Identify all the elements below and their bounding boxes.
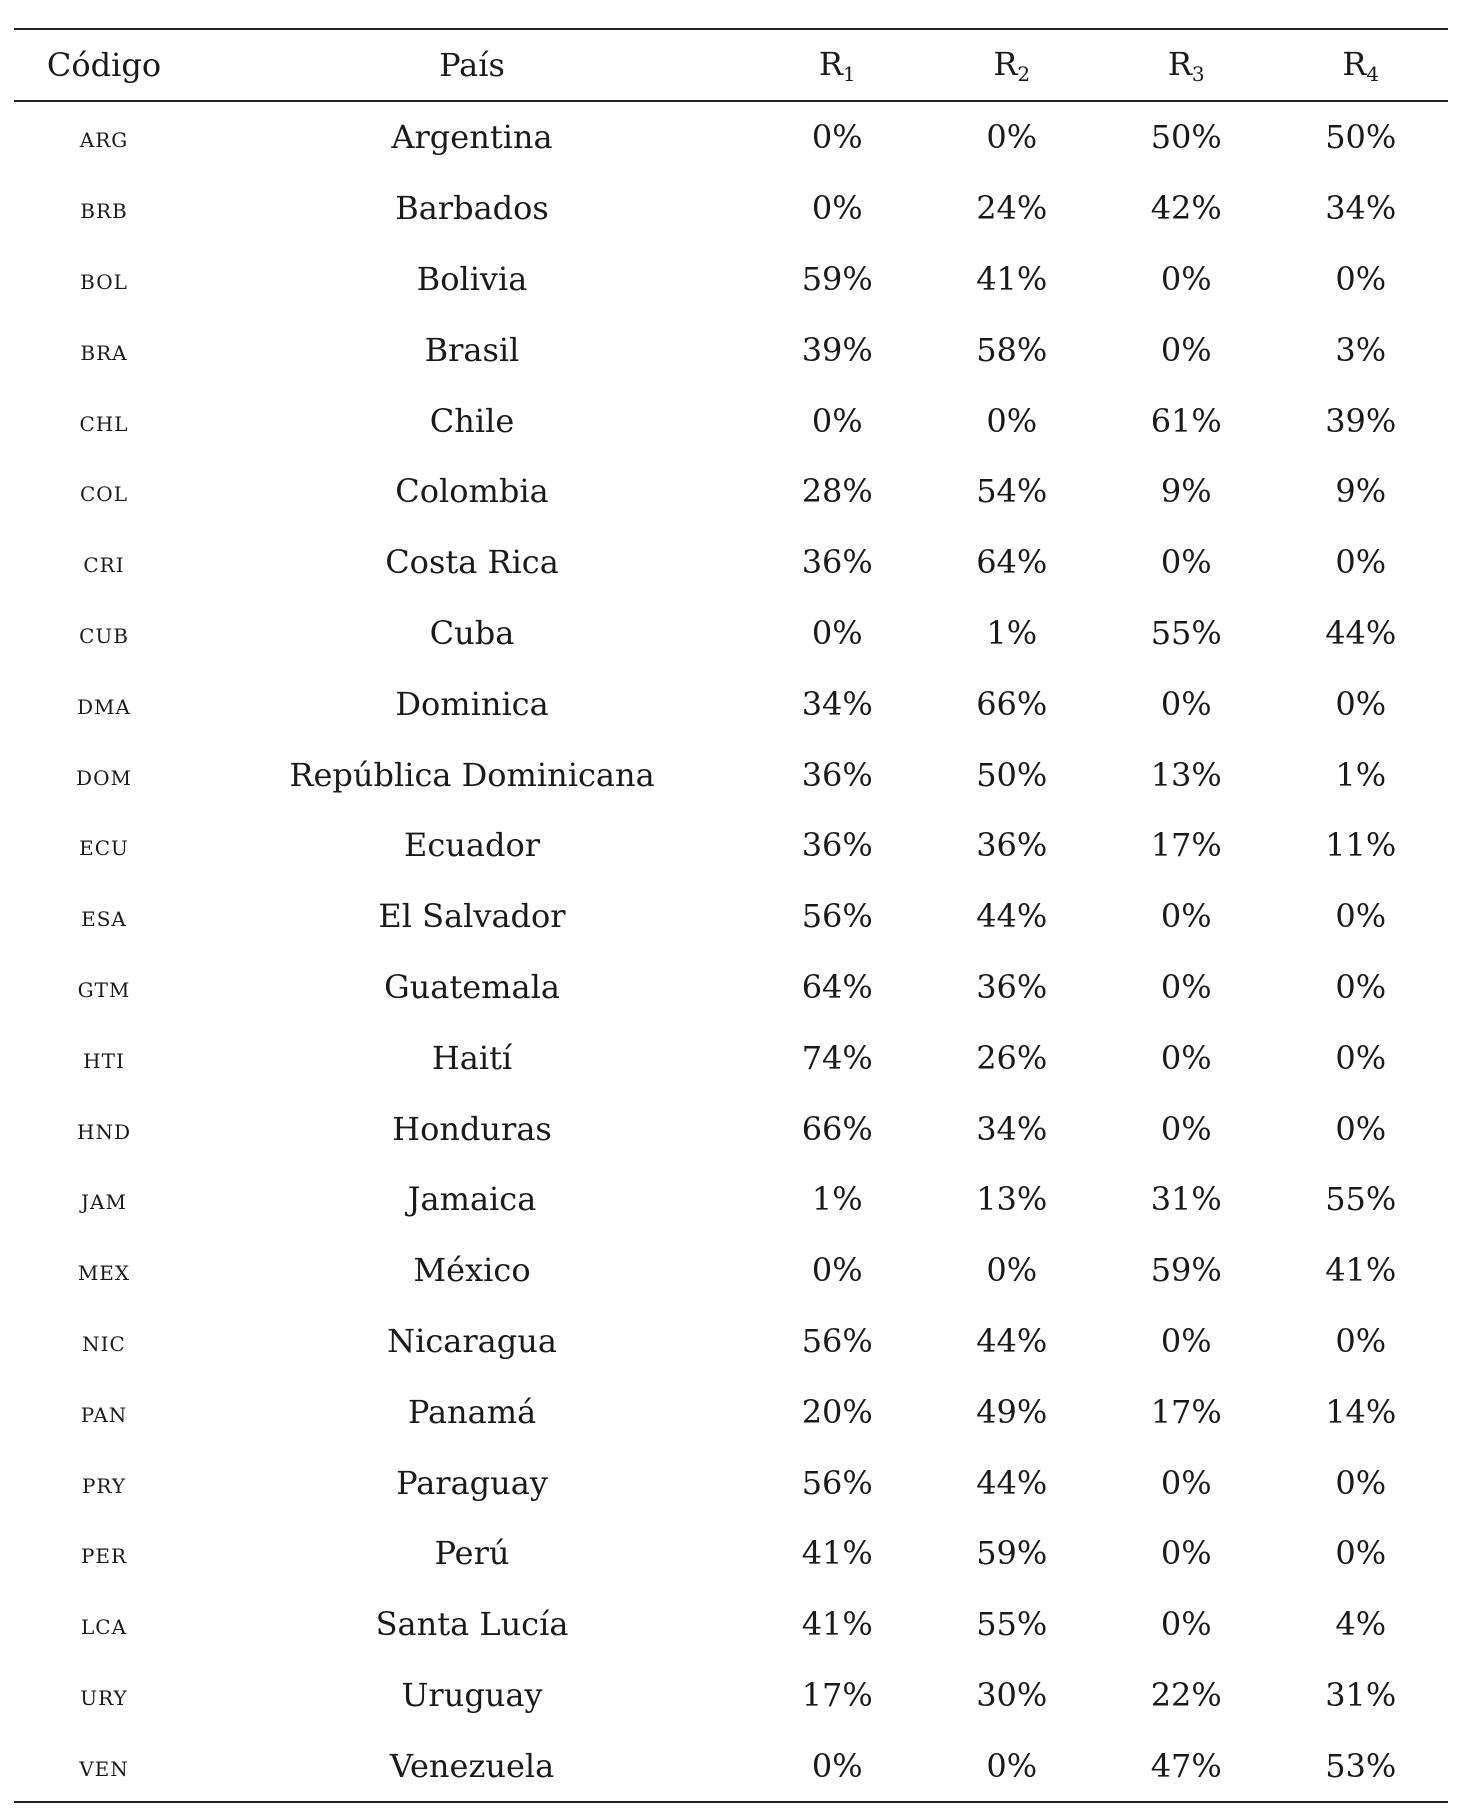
country-code-cell: hti xyxy=(83,1040,125,1075)
r4-cell: 44% xyxy=(1325,613,1397,652)
r4-cell: 3% xyxy=(1335,330,1387,369)
r1-cell: 34% xyxy=(801,684,873,723)
r1-cell: 59% xyxy=(801,259,873,298)
table-row xyxy=(14,456,1448,527)
country-name-cell: Panamá xyxy=(407,1392,537,1431)
table-row xyxy=(14,1730,1448,1802)
country-code-cell: pan xyxy=(80,1394,128,1429)
r2-cell: 34% xyxy=(976,1109,1048,1148)
r1-cell: 56% xyxy=(801,897,873,936)
table-row xyxy=(14,1447,1448,1518)
r3-cell: 0% xyxy=(1160,259,1212,298)
r2-cell: 64% xyxy=(976,543,1048,582)
country-name-cell: Brasil xyxy=(424,330,520,369)
r1-cell: 74% xyxy=(801,1038,873,1077)
r4-cell: 50% xyxy=(1325,118,1397,157)
country-code-cell: per xyxy=(80,1536,128,1571)
header-r4-subscript: 4 xyxy=(1366,61,1380,86)
r4-cell: 53% xyxy=(1325,1746,1397,1785)
r3-cell: 0% xyxy=(1160,1463,1212,1502)
r3-cell: 55% xyxy=(1150,613,1222,652)
header-r3 xyxy=(1099,29,1274,101)
r3-cell: 0% xyxy=(1160,684,1212,723)
table-row xyxy=(14,598,1448,669)
r2-cell: 24% xyxy=(976,189,1048,228)
header-r2 xyxy=(925,29,1100,101)
header-r4-base: R xyxy=(1342,44,1367,83)
r4-cell: 31% xyxy=(1325,1675,1397,1714)
r1-cell: 66% xyxy=(801,1109,873,1148)
r1-cell: 0% xyxy=(811,1746,863,1785)
r4-cell: 0% xyxy=(1335,684,1387,723)
table-row xyxy=(14,314,1448,385)
r1-cell: 20% xyxy=(801,1392,873,1431)
table-row xyxy=(14,244,1448,315)
country-code-cell: ury xyxy=(80,1677,128,1712)
country-name-cell: Bolivia xyxy=(416,259,528,298)
table-row xyxy=(14,1093,1448,1164)
r4-cell: 9% xyxy=(1335,472,1387,511)
r3-cell: 0% xyxy=(1160,1605,1212,1644)
country-code-cell: jam xyxy=(81,1182,127,1217)
table-header xyxy=(14,29,1448,101)
r3-cell: 17% xyxy=(1150,1392,1222,1431)
r1-cell: 36% xyxy=(801,826,873,865)
header-r1-subscript: 1 xyxy=(842,61,856,86)
r4-cell: 0% xyxy=(1335,967,1387,1006)
country-name-cell: República Dominicana xyxy=(289,755,655,794)
country-name-cell: México xyxy=(413,1251,531,1290)
country-code-cell: esa xyxy=(81,899,127,934)
r1-cell: 0% xyxy=(811,118,863,157)
r1-cell: 36% xyxy=(801,543,873,582)
r3-cell: 59% xyxy=(1150,1251,1222,1290)
country-code-cell: dma xyxy=(77,686,131,721)
table-row xyxy=(14,739,1448,810)
table-row xyxy=(14,1164,1448,1235)
header-r1 xyxy=(750,29,925,101)
r4-cell: 0% xyxy=(1335,1109,1387,1148)
header-r3-base: R xyxy=(1167,44,1192,83)
r2-cell: 36% xyxy=(976,967,1048,1006)
country-name-cell: Ecuador xyxy=(403,826,540,865)
country-code-cell: lca xyxy=(80,1607,128,1642)
r1-cell: 56% xyxy=(801,1321,873,1360)
table-row xyxy=(14,527,1448,598)
r3-cell: 13% xyxy=(1150,755,1222,794)
regime-share-table xyxy=(14,28,1448,1803)
r1-cell: 56% xyxy=(801,1463,873,1502)
r2-cell: 41% xyxy=(976,259,1048,298)
r4-cell: 11% xyxy=(1325,826,1397,865)
country-name-cell: Perú xyxy=(434,1534,510,1573)
country-name-cell: Honduras xyxy=(392,1109,552,1148)
r3-cell: 17% xyxy=(1150,826,1222,865)
r2-cell: 1% xyxy=(986,613,1038,652)
r4-cell: 0% xyxy=(1335,1038,1387,1077)
country-name-cell: Nicaragua xyxy=(387,1321,557,1360)
r4-cell: 4% xyxy=(1335,1605,1387,1644)
r3-cell: 42% xyxy=(1150,189,1222,228)
r4-cell: 0% xyxy=(1335,543,1387,582)
table-row xyxy=(14,1022,1448,1093)
country-name-cell: Argentina xyxy=(391,118,553,157)
r2-cell: 13% xyxy=(976,1180,1048,1219)
table-row xyxy=(14,1306,1448,1377)
country-code-cell: gtm xyxy=(77,969,131,1004)
r4-cell: 14% xyxy=(1325,1392,1397,1431)
r4-cell: 41% xyxy=(1325,1251,1397,1290)
country-code-cell: brb xyxy=(80,191,128,226)
table-row xyxy=(14,1660,1448,1731)
r2-cell: 49% xyxy=(976,1392,1048,1431)
country-name-cell: Chile xyxy=(429,401,515,440)
header-country: País xyxy=(439,46,505,84)
table-row xyxy=(14,1518,1448,1589)
header-code: Código xyxy=(46,46,162,84)
r2-cell: 36% xyxy=(976,826,1048,865)
country-code-cell: cub xyxy=(79,615,129,650)
country-name-cell: Venezuela xyxy=(389,1746,555,1785)
country-name-cell: Haití xyxy=(431,1038,513,1077)
country-code-cell: hnd xyxy=(77,1111,131,1146)
country-name-cell: Dominica xyxy=(395,684,549,723)
r2-cell: 44% xyxy=(976,1321,1048,1360)
table-row xyxy=(14,173,1448,244)
r2-cell: 44% xyxy=(976,897,1048,936)
country-code-cell: pry xyxy=(81,1465,127,1500)
r4-cell: 0% xyxy=(1335,1321,1387,1360)
r4-cell: 0% xyxy=(1335,897,1387,936)
country-code-cell: chl xyxy=(79,403,129,438)
table-row xyxy=(14,1376,1448,1447)
country-code-cell: mex xyxy=(77,1253,131,1288)
r1-cell: 41% xyxy=(801,1534,873,1573)
r3-cell: 47% xyxy=(1150,1746,1222,1785)
country-code-cell: arg xyxy=(79,120,129,155)
country-code-cell: cri xyxy=(83,545,125,580)
header-r2-subscript: 2 xyxy=(1017,61,1031,86)
table-row xyxy=(14,668,1448,739)
r4-cell: 1% xyxy=(1335,755,1387,794)
r3-cell: 22% xyxy=(1150,1675,1222,1714)
r3-cell: 0% xyxy=(1160,330,1212,369)
r4-cell: 0% xyxy=(1335,259,1387,298)
r1-cell: 39% xyxy=(801,330,873,369)
r2-cell: 44% xyxy=(976,1463,1048,1502)
table-row xyxy=(14,810,1448,881)
r2-cell: 50% xyxy=(976,755,1048,794)
r3-cell: 0% xyxy=(1160,1038,1212,1077)
table-row xyxy=(14,385,1448,456)
r3-cell: 61% xyxy=(1150,401,1222,440)
r4-cell: 0% xyxy=(1335,1534,1387,1573)
r3-cell: 50% xyxy=(1150,118,1222,157)
country-name-cell: Cuba xyxy=(429,613,515,652)
header-row xyxy=(14,29,1448,101)
table-row xyxy=(14,1235,1448,1306)
r2-cell: 0% xyxy=(986,118,1038,157)
country-name-cell: Guatemala xyxy=(384,967,560,1006)
r4-cell: 39% xyxy=(1325,401,1397,440)
r2-cell: 0% xyxy=(986,401,1038,440)
country-code-cell: bra xyxy=(80,332,128,367)
table-row xyxy=(14,952,1448,1023)
r2-cell: 0% xyxy=(986,1746,1038,1785)
table-row xyxy=(14,101,1448,173)
r1-cell: 0% xyxy=(811,189,863,228)
country-name-cell: Uruguay xyxy=(401,1675,543,1714)
table-row xyxy=(14,881,1448,952)
r4-cell: 34% xyxy=(1325,189,1397,228)
country-code-cell: ecu xyxy=(79,828,129,863)
country-code-cell: dom xyxy=(76,757,132,792)
r2-cell: 55% xyxy=(976,1605,1048,1644)
r2-cell: 66% xyxy=(976,684,1048,723)
r2-cell: 54% xyxy=(976,472,1048,511)
r1-cell: 36% xyxy=(801,755,873,794)
r3-cell: 0% xyxy=(1160,1321,1212,1360)
table-row xyxy=(14,1589,1448,1660)
r1-cell: 28% xyxy=(801,472,873,511)
r2-cell: 30% xyxy=(976,1675,1048,1714)
country-name-cell: Santa Lucía xyxy=(375,1605,569,1644)
r3-cell: 0% xyxy=(1160,967,1212,1006)
r3-cell: 0% xyxy=(1160,897,1212,936)
country-code-cell: nic xyxy=(82,1323,126,1358)
r1-cell: 0% xyxy=(811,401,863,440)
country-code-cell: bol xyxy=(80,261,128,296)
r2-cell: 26% xyxy=(976,1038,1048,1077)
header-r3-subscript: 3 xyxy=(1191,61,1205,86)
r1-cell: 64% xyxy=(801,967,873,1006)
header-r2-base: R xyxy=(993,44,1018,83)
r2-cell: 58% xyxy=(976,330,1048,369)
r1-cell: 0% xyxy=(811,1251,863,1290)
r1-cell: 0% xyxy=(811,613,863,652)
country-name-cell: Paraguay xyxy=(396,1463,548,1502)
r3-cell: 31% xyxy=(1150,1180,1222,1219)
r2-cell: 0% xyxy=(986,1251,1038,1290)
r4-cell: 0% xyxy=(1335,1463,1387,1502)
country-name-cell: El Salvador xyxy=(378,897,566,936)
r3-cell: 0% xyxy=(1160,1534,1212,1573)
country-code-cell: ven xyxy=(79,1748,129,1783)
header-r4 xyxy=(1274,29,1449,101)
header-r1-base: R xyxy=(818,44,843,83)
country-code-cell: col xyxy=(80,474,128,509)
country-name-cell: Costa Rica xyxy=(385,543,559,582)
r1-cell: 41% xyxy=(801,1605,873,1644)
country-name-cell: Barbados xyxy=(395,189,549,228)
r4-cell: 55% xyxy=(1325,1180,1397,1219)
r3-cell: 0% xyxy=(1160,1109,1212,1148)
country-name-cell: Jamaica xyxy=(407,1180,537,1219)
r1-cell: 1% xyxy=(811,1180,863,1219)
r2-cell: 59% xyxy=(976,1534,1048,1573)
r3-cell: 0% xyxy=(1160,543,1212,582)
table-body xyxy=(14,101,1448,1802)
country-name-cell: Colombia xyxy=(395,472,549,511)
r1-cell: 17% xyxy=(801,1675,873,1714)
r3-cell: 9% xyxy=(1160,472,1212,511)
